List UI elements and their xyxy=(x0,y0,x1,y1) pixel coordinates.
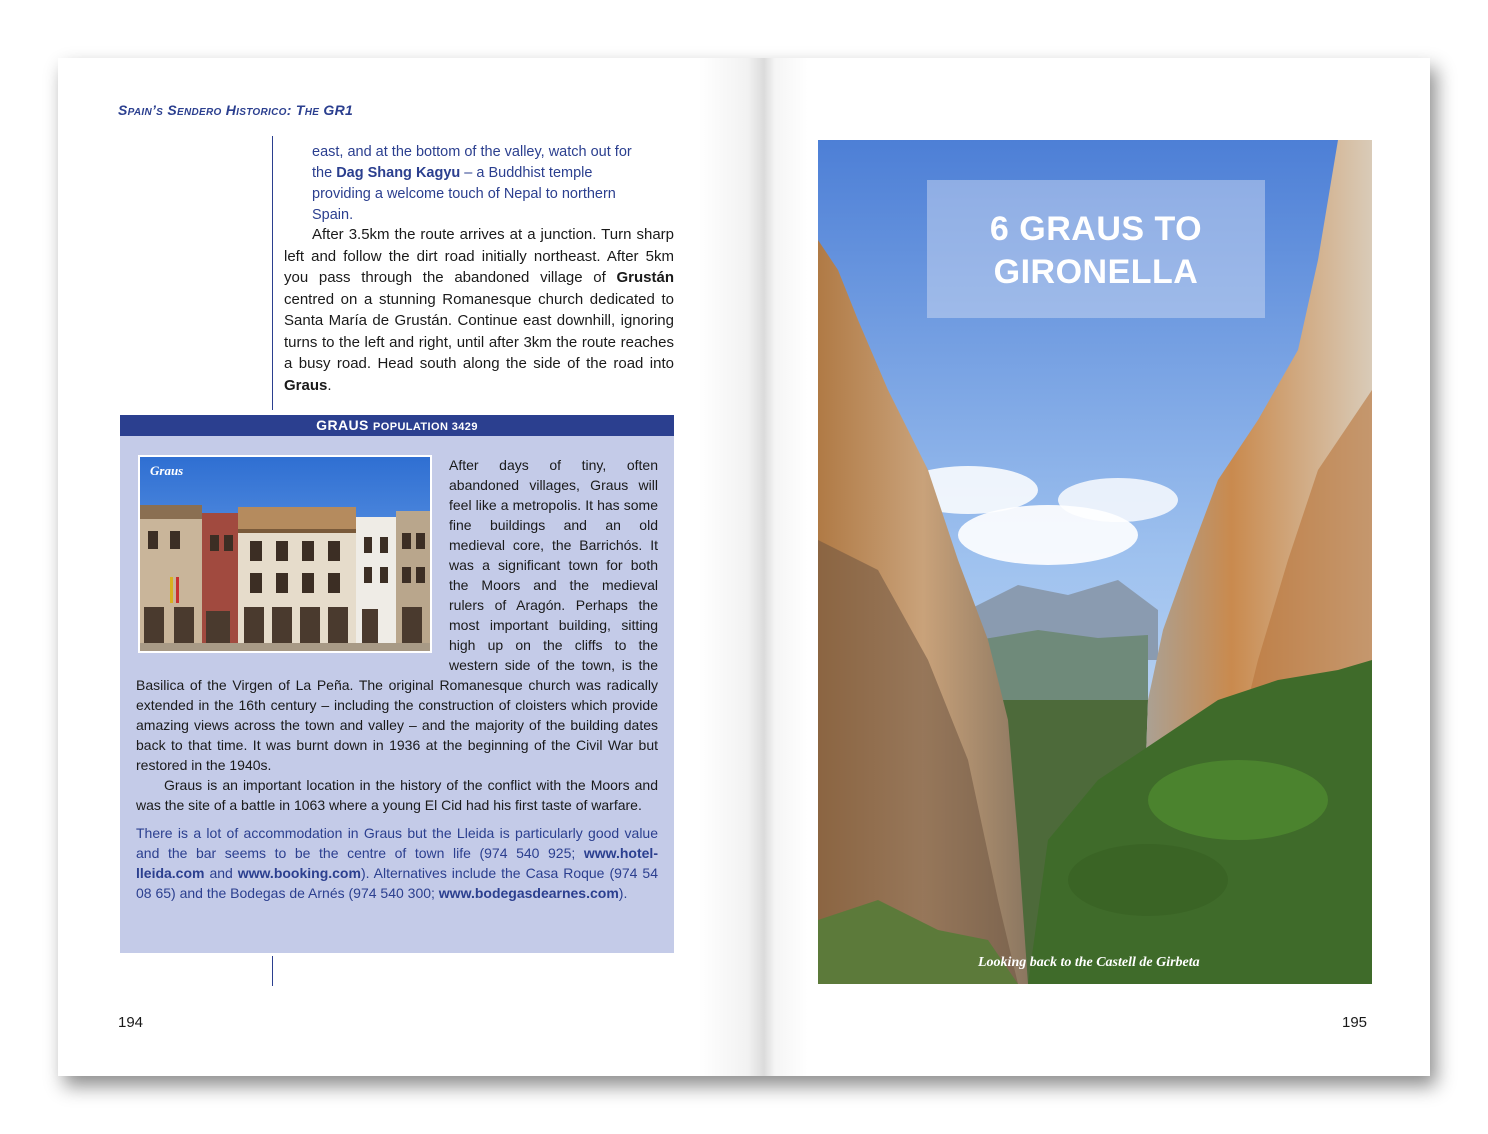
margin-rule-bottom xyxy=(272,956,273,986)
place-graus: Graus xyxy=(284,376,328,394)
paragraph-text: After 3.5km the route arrives at a junction. Turn sharp left and follow the dirt road initially northeast. After 5km you pass through the abandoned village of xyxy=(284,226,674,286)
book-gutter xyxy=(698,58,808,1076)
accommodation-note xyxy=(136,823,658,903)
route-note xyxy=(312,142,652,226)
note-text-end: – a Buddhist temple providing a welcome touch of Nepal to northern Spain. xyxy=(312,165,616,223)
accom-text: ). xyxy=(618,885,628,901)
page-number-left: 194 xyxy=(118,1014,144,1031)
graus-infobox xyxy=(120,415,674,953)
accom-text: ). Alternatives include the Casa Roque (974 54 08 65) and the Bodegas de Arnés (974 540 300; xyxy=(136,865,659,901)
graus-square-photo xyxy=(138,455,432,653)
chapter-title-line2: GIRONELLA xyxy=(993,253,1199,291)
infobox-title xyxy=(120,415,674,436)
link-bodegas[interactable]: www.bodegasdearnes.com xyxy=(438,885,619,901)
infobox-title-main: GRAUS xyxy=(316,417,369,433)
chapter-title-line1: 6 GRAUS TO xyxy=(989,210,1203,248)
note-text: east, and at the bottom of the valley, watch out for the xyxy=(312,144,632,181)
chapter-title-box xyxy=(927,180,1265,318)
paragraph-text: . xyxy=(327,376,332,394)
accom-text: and xyxy=(204,865,238,881)
graus-square-image xyxy=(140,457,430,651)
margin-rule-top xyxy=(272,136,273,410)
photo-caption-graus: Graus xyxy=(150,463,184,478)
link-hotel-lleida[interactable]: www.hotel-lleida.com xyxy=(136,845,658,881)
running-head: Spain’s Sendero Historico: The GR1 xyxy=(118,102,354,118)
accom-text: There is a lot of accommodation in Graus but the Lleida is particularly good value and the bar seems to be the centre of town life (974 540 925; xyxy=(136,825,658,861)
book-spread xyxy=(58,58,1430,1076)
paragraph-text: centred on a stunning Romanesque church dedicated to Santa María de Grustán. Continue east downhill, ignoring turns to the left and right, until after 3km the route reaches a busy road. Head south along the side of the road into xyxy=(284,290,674,372)
link-booking[interactable]: www.booking.com xyxy=(237,865,361,881)
page-number-right: 195 xyxy=(1342,1014,1368,1031)
infobox-paragraph-1: After days of tiny, often abandoned villages, Graus will feel like a metropolis. It has some fine buildings and an old medieval core, the Barrichós. It was a significant town for both the Moors and the medieval rulers of Aragón. Perhaps the most important building, sitting high up on the cliffs to the western side of the town, is the Basilica of the Virgen of La Peña. The original Romanesque church was radically extended in the 16th century – including the construction of cloisters which provide amazing views across the town and valley – and the majority of the building dates back to that time. It was burnt down in 1936 at the beginning of the Civil War but restored in the 1940s. xyxy=(136,457,658,773)
infobox-paragraph-2: Graus is an important location in the history of the conflict with the Moors and was the site of a battle in 1063 where a young El Cid had his first taste of warfare. xyxy=(136,777,658,813)
gorge-photo xyxy=(818,140,1372,984)
route-paragraph xyxy=(284,224,674,396)
note-bold-temple: Dag Shang Kagyu xyxy=(336,165,461,181)
place-grustan: Grustán xyxy=(616,269,674,286)
infobox-title-population: POPULATION 3429 xyxy=(373,421,478,433)
chapter-title xyxy=(927,208,1265,294)
photo-caption-gorge: Looking back to the Castell de Girbeta xyxy=(978,955,1200,970)
